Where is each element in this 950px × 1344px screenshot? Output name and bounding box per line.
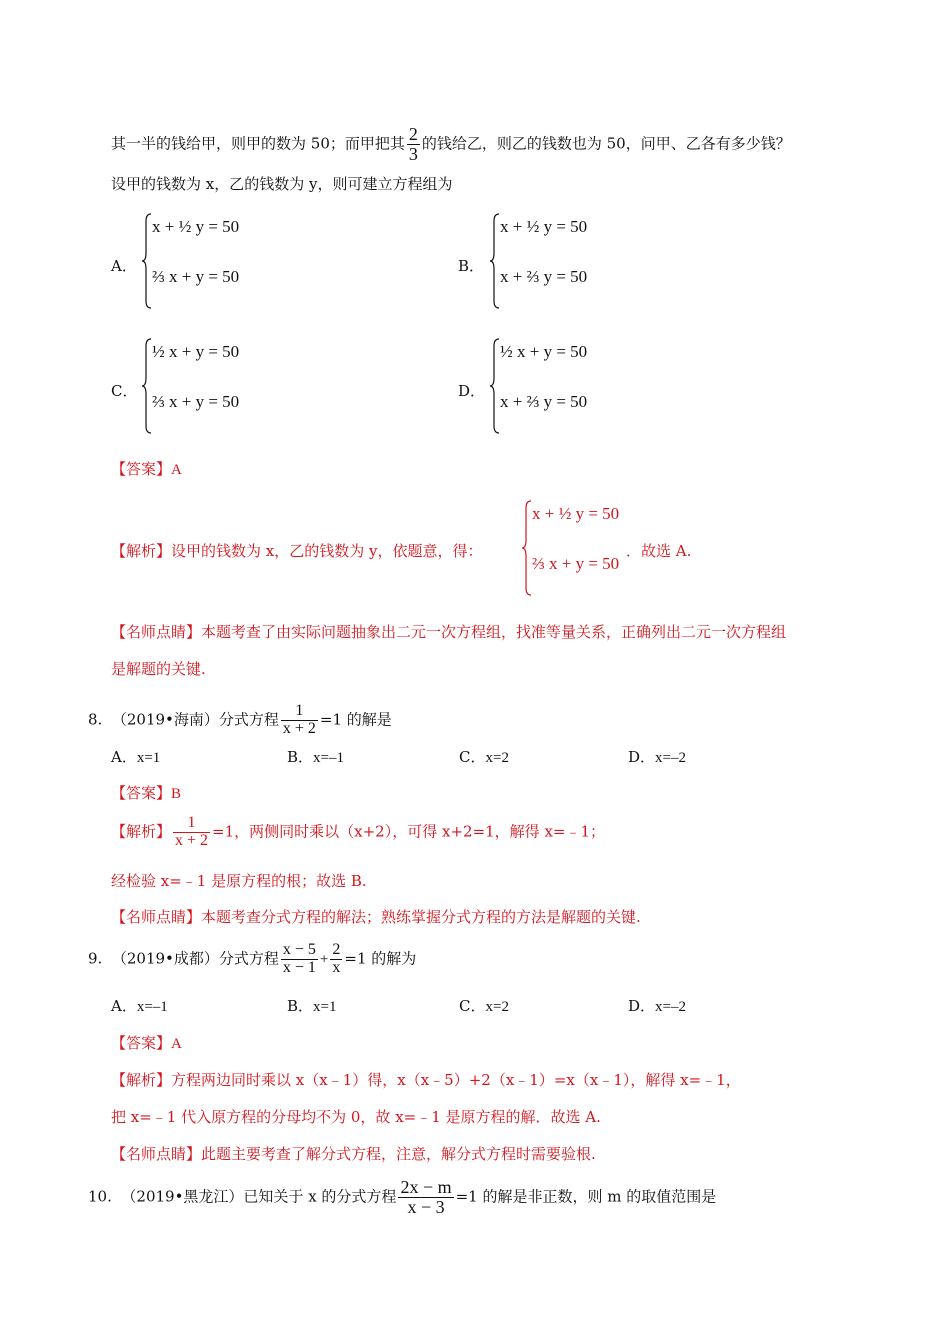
fraction: $\frac{1}{x + 2}$ [175, 814, 209, 849]
answer-line: 【答案】A [111, 1034, 182, 1052]
analysis-line-2: 经检验 x=﹣1 是原方程的根；故选 B. [111, 872, 367, 890]
fraction: $\frac{2x - m}{x - 3}$ [400, 1177, 452, 1217]
analysis-line-2: 把 x=﹣1 代入原方程的分母均不为 0，故 x=﹣1 是原方程的解．故选 A. [111, 1108, 601, 1126]
analysis-tail: ．故选 A. [626, 542, 692, 560]
tip-line: 【名师点睛】此题主要考查了解分式方程，注意，解分式方程时需要验根. [111, 1145, 596, 1163]
option-label-d: D． [458, 382, 486, 400]
question-9: 9. （2019•成都）分式方程 $\frac{x - 5}{x - 1}$ + $\frac{2}{x}$ =1 的解为 [88, 941, 417, 976]
tip-line-2: 是解题的关键. [111, 660, 206, 678]
option-label-b: B． [458, 257, 485, 275]
option-label-c: C． [111, 382, 138, 400]
q8-option-d: D．x=–2 [628, 748, 686, 766]
analysis-system: x + ½ y = 50 ⅔ x + y = 50 [522, 500, 682, 598]
fraction: $\frac{2}{3}$ [408, 124, 418, 164]
q8-option-c: C．x=2 [459, 748, 509, 766]
analysis-line: 【解析】 $\frac{1}{x + 2}$ =1，两侧同时乘以（x+2），可得 x+2=1，解得 x=﹣1； [111, 814, 606, 849]
option-d-system: ½ x + y = 50 x + ⅔ y = 50 [490, 338, 650, 436]
fraction: $\frac{1}{x + 2}$ [282, 702, 316, 737]
answer-line: 【答案】B [111, 784, 182, 802]
analysis-line: 【解析】设甲的钱数为 x，乙的钱数为 y，依题意，得： [111, 542, 483, 560]
option-b-system: x + ½ y = 50 x + ⅔ y = 50 [490, 213, 650, 311]
q9-option-c: C．x=2 [459, 997, 509, 1015]
intro-line-2: 设甲的钱数为 x，乙的钱数为 y，则可建立方程组为 [111, 175, 453, 193]
intro-line-1: 其一半的钱给甲，则甲的数为 50；而甲把其 $\frac{2}{3}$ 的钱给乙，则乙的钱数也为 50，问甲、乙各有多少钱？ [111, 124, 791, 164]
q9-option-b: B．x=1 [287, 997, 337, 1015]
answer-line: 【答案】A [111, 460, 182, 478]
question-10: 10. （2019•黑龙江）已知关于 x 的分式方程 $\frac{2x - m}{x - 3}$ =1 的解是非正数，则 m 的取值范围是 [88, 1177, 717, 1217]
brace-icon [522, 500, 532, 596]
q9-option-d: D．x=–2 [628, 997, 686, 1015]
option-label-a: A． [111, 257, 137, 275]
brace-icon [490, 338, 500, 434]
q8-option-a: A．x=1 [111, 748, 161, 766]
fraction: $\frac{2}{x}$ [332, 941, 341, 976]
tip-line: 【名师点睛】本题考查分式方程的解法；熟练掌握分式方程的方法是解题的关键. [111, 908, 641, 926]
brace-icon [142, 338, 152, 434]
option-a-system: x + ½ y = 50 ⅔ x + y = 50 [142, 213, 302, 311]
question-8: 8. （2019•海南）分式方程 $\frac{1}{x + 2}$ =1 的解是 [88, 702, 392, 737]
q9-option-a: A．x=–1 [111, 997, 168, 1015]
fraction: $\frac{x - 5}{x - 1}$ [282, 941, 316, 976]
analysis-line: 【解析】方程两边同时乘以 x（x﹣1）得，x（x﹣5）+2（x﹣1）=x（x﹣1），解得 x=﹣1， [111, 1071, 741, 1089]
option-c-system: ½ x + y = 50 ⅔ x + y = 50 [142, 338, 302, 436]
brace-icon [490, 213, 500, 309]
brace-icon [142, 213, 152, 309]
q8-option-b: B．x=–1 [287, 748, 344, 766]
tip-line-1: 【名师点睛】本题考查了由实际问题抽象出二元一次方程组，找准等量关系，正确列出二元一次方程组 [111, 623, 787, 641]
